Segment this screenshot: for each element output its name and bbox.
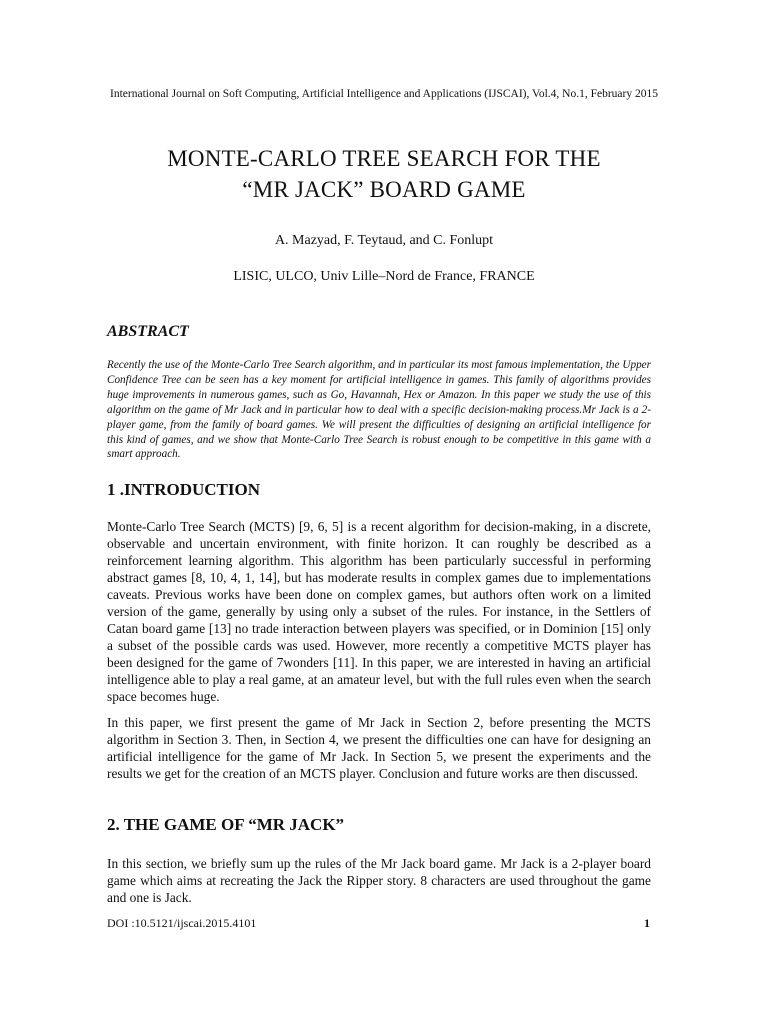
title-line-1: MONTE-CARLO TREE SEARCH FOR THE bbox=[167, 146, 601, 171]
section-1-paragraph-1: Monte-Carlo Tree Search (MCTS) [9, 6, 5] is a recent algorithm for decision-making, in a discrete, observable and uncertain environment, with finite horizon. It can roughly be described as a reinforcement learning algorithm. This algorithm has been particularly successful in performing abstract games [8, 10, 4, 1, 14], but has moderate results in complex games due to implementations caveats. Previous works have been done on complex games, but authors often work on a limited version of the game, generally by using only a subset of the rules. For instance, in the Settlers of Catan board game [13] no trade interaction between players was specified, or in Dominion [15] only a subset of the possible cards was used. However, more recently a competitive MCTS player has been designed for the game of 7wonders [11]. In this paper, we are interested in having an artificial intelligence able to play a real game, at an amateur level, but with the full rules even when the search space becomes huge. bbox=[107, 519, 651, 704]
abstract-text: Recently the use of the Monte-Carlo Tree Search algorithm, and in particular its most famous implementation, the Upper Confidence Tree can be seen has a key moment for artificial intelligence in games. This family of algorithms provides huge improvements in numerous games, such as Go, Havannah, Hex or Amazon. In this paper we study the use of this algorithm on the game of Mr Jack and in particular how to deal with a specific decision-making process.Mr Jack is a 2-player game, from the family of board games. We will present the difficulties of designing an artificial intelligence for this kind of games, and we show that Monte-Carlo Tree Search is robust enough to be competitive in this game with a smart approach. bbox=[107, 359, 651, 461]
paper-authors: A. Mazyad, F. Teytaud, and C. Fonlupt bbox=[274, 233, 494, 248]
section-1-heading: 1 .INTRODUCTION bbox=[107, 480, 261, 499]
title-line-2: “MR JACK” BOARD GAME bbox=[242, 177, 526, 202]
page-number: 1 bbox=[644, 916, 650, 930]
paper-affiliation: LISIC, ULCO, Univ Lille–Nord de France, FRANCE bbox=[233, 269, 535, 284]
journal-header: International Journal on Soft Computing, Artificial Intelligence and Applications (IJSCAI), Vol.4, No.1, February 2015 bbox=[110, 88, 658, 100]
abstract-heading: ABSTRACT bbox=[107, 323, 189, 340]
section-1-paragraph-2: In this paper, we first present the game of Mr Jack in Section 2, before presenting the MCTS algorithm in Section 3. Then, in Section 4, we present the difficulties one can have for designing an artificial intelligence for the game of Mr Jack. In Section 5, we present the experiments and the results we get for the creation of an MCTS player. Conclusion and future works are then discussed. bbox=[107, 715, 651, 781]
footer-doi: DOI :10.5121/ijscai.2015.4101 bbox=[107, 916, 257, 930]
section-2-heading: 2. THE GAME OF “MR JACK” bbox=[107, 815, 345, 834]
section-2-paragraph-1: In this section, we briefly sum up the rules of the Mr Jack board game. Mr Jack is a 2-player board game which aims at recreating the Jack the Ripper story. 8 characters are used throughout the game and one is Jack. bbox=[107, 856, 651, 905]
paper-title bbox=[84, 143, 684, 205]
